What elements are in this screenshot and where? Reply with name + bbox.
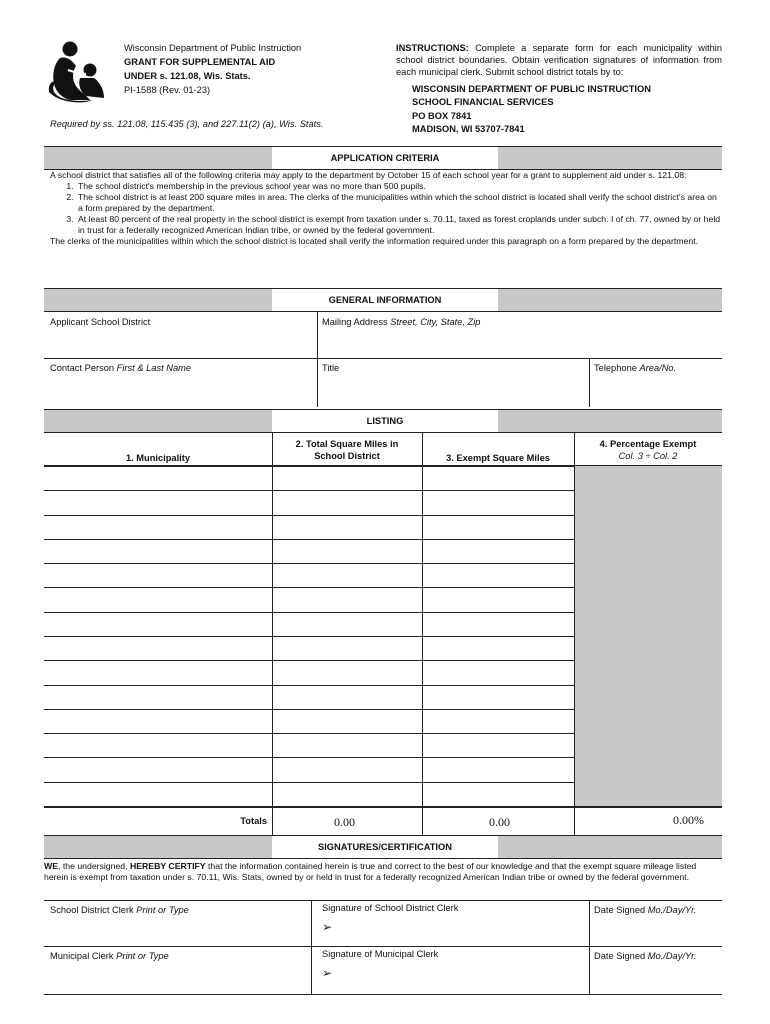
criteria-item: 3. At least 80 percent of the real property in the school district is exempt from taxation under s. 70.11, taxed as forest croplands under subch. I of ch. 77, owned by or held in trust for a federally recognized American Indian tribe, or owned by the federal government.	[76, 214, 722, 236]
contact-person-field[interactable]: Contact Person First & Last Name	[50, 363, 192, 373]
school-clerk-date-field[interactable]: Date Signed Mo./Day/Yr.	[594, 905, 697, 915]
listing-cell[interactable]	[272, 709, 422, 733]
municipal-clerk-name-field[interactable]: Municipal Clerk Print or Type	[50, 951, 169, 961]
total-percentage-exempt[interactable]: 0.00%	[673, 813, 704, 827]
mailing-address-field[interactable]: Mailing Address Street, City, State, Zip	[322, 317, 481, 327]
listing-cell[interactable]	[44, 587, 272, 611]
listing-cell[interactable]	[422, 685, 574, 709]
listing-cell[interactable]	[272, 636, 422, 660]
mailing-address-block	[412, 83, 651, 136]
school-district-clerk-signature-field[interactable]: Signature of School District Clerk ➢	[322, 903, 584, 943]
address-line: WISCONSIN DEPARTMENT OF PUBLIC INSTRUCTION	[412, 84, 651, 94]
address-line: SCHOOL FINANCIAL SERVICES	[412, 97, 554, 108]
listing-cell[interactable]	[422, 733, 574, 757]
criteria-item: 1. The school district's membership in the previous school year was no more than 500 pupils.	[76, 181, 722, 192]
general-information-header	[44, 288, 722, 312]
title-field[interactable]: Title	[322, 363, 340, 373]
form-title: GRANT FOR SUPPLEMENTAL AID	[124, 57, 276, 67]
totals-label: Totals	[240, 816, 267, 826]
criteria-closing: The clerks of the municipalities within which the school district is located shall verify the information required under this paragraph on a form prepared by the department.	[50, 236, 699, 246]
listing-cell[interactable]	[272, 490, 422, 514]
listing-cell[interactable]	[422, 636, 574, 660]
listing-cell[interactable]	[44, 636, 272, 660]
listing-cell[interactable]	[272, 563, 422, 587]
listing-cell[interactable]	[272, 782, 422, 806]
listing-cell[interactable]	[272, 612, 422, 636]
listing-header	[44, 409, 722, 433]
section-heading: LISTING	[272, 410, 498, 432]
arrow-icon: ➢	[322, 966, 333, 980]
listing-cell[interactable]	[422, 515, 574, 539]
col-percentage-header: 4. Percentage Exempt Col. 3 ÷ Col. 2	[599, 439, 697, 461]
total-square-miles[interactable]: 0.00	[334, 815, 355, 829]
listing-cell[interactable]	[44, 685, 272, 709]
listing-cell[interactable]	[272, 685, 422, 709]
listing-cell[interactable]	[44, 563, 272, 587]
criteria-intro: A school district that satisfies all of the following criteria may apply to the department by October 15 of each school year for a grant to supplement aid under s. 121.08:	[50, 170, 687, 180]
col-municipality-header: 1. Municipality	[125, 453, 191, 463]
listing-cell[interactable]	[422, 782, 574, 806]
listing-cell[interactable]	[422, 757, 574, 781]
form-number: PI-1588 (Rev. 01-23)	[124, 85, 211, 95]
listing-cell[interactable]	[272, 757, 422, 781]
listing-cell[interactable]	[272, 539, 422, 563]
signatures-header	[44, 835, 722, 859]
listing-cell[interactable]	[44, 709, 272, 733]
municipal-clerk-date-field[interactable]: Date Signed Mo./Day/Yr.	[594, 951, 697, 961]
arrow-icon: ➢	[322, 920, 333, 934]
listing-cell[interactable]	[272, 660, 422, 684]
telephone-field[interactable]: Telephone Area/No.	[594, 363, 677, 373]
listing-cell[interactable]	[44, 539, 272, 563]
listing-cell[interactable]	[272, 466, 422, 490]
total-exempt-square-miles[interactable]: 0.00	[489, 815, 510, 829]
school-district-clerk-name-field[interactable]: School District Clerk Print or Type	[50, 905, 189, 915]
listing-cell[interactable]	[44, 490, 272, 514]
agency-name: Wisconsin Department of Public Instruction	[124, 43, 302, 53]
listing-cell[interactable]	[422, 490, 574, 514]
instructions-text: INSTRUCTIONS: Complete a separate form for each municipality within school district boundaries. Obtain verification signatures of information from each municipal clerk. Submit school district totals by to:	[396, 43, 722, 77]
listing-cell[interactable]	[422, 587, 574, 611]
col-percentage-shaded-cells	[574, 466, 722, 806]
col-exempt-sq-miles-header: 3. Exempt Square Miles	[446, 453, 550, 463]
listing-cell[interactable]	[44, 757, 272, 781]
application-criteria-header	[44, 146, 722, 170]
listing-cell[interactable]	[44, 515, 272, 539]
listing-cell[interactable]	[422, 660, 574, 684]
listing-cell[interactable]	[272, 587, 422, 611]
col-total-sq-miles-header: 2. Total Square Miles in School District	[295, 439, 399, 461]
listing-cell[interactable]	[272, 733, 422, 757]
parent-child-logo-icon	[46, 40, 112, 104]
section-heading: APPLICATION CRITERIA	[272, 147, 498, 169]
criteria-item: 2. The school district is at least 200 square miles in area. The clerks of the municipalities within which the school district is located shall verify the school district's area on a form prepared by the department.	[76, 192, 722, 214]
listing-cell[interactable]	[422, 539, 574, 563]
section-heading: SIGNATURES/CERTIFICATION	[272, 836, 498, 858]
listing-cell[interactable]	[422, 466, 574, 490]
required-by-note: Required by ss. 121.08, 115.435 (3), and 227.11(2) (a), Wis. Stats.	[50, 119, 324, 129]
listing-cell[interactable]	[44, 660, 272, 684]
listing-cell[interactable]	[44, 782, 272, 806]
instructions-label: INSTRUCTIONS:	[396, 43, 469, 53]
criteria-text	[50, 170, 722, 247]
form-statute: UNDER s. 121.08, Wis. Stats.	[124, 71, 251, 81]
certification-text: WE, the undersigned, HEREBY CERTIFY that the information contained herein is true and correct to the best of our knowledge and that the exempt square mileage listed herein is exempt from taxation under s. 70.11, Wis. Stats, owned by or held in trust for a federally recognized American Indian tribe or owned by the federal government.	[44, 861, 697, 882]
listing-cell[interactable]	[422, 612, 574, 636]
listing-cell[interactable]	[44, 612, 272, 636]
address-line: MADISON, WI 53707-7841	[412, 123, 525, 134]
municipal-clerk-signature-field[interactable]: Signature of Municipal Clerk ➢	[322, 949, 584, 991]
listing-cell[interactable]	[44, 466, 272, 490]
listing-cell[interactable]	[44, 733, 272, 757]
applicant-school-district-field[interactable]: Applicant School District	[50, 317, 151, 327]
listing-cell[interactable]	[272, 515, 422, 539]
address-line: PO BOX 7841	[412, 110, 472, 121]
section-heading: GENERAL INFORMATION	[272, 289, 498, 311]
listing-cell[interactable]	[422, 563, 574, 587]
listing-cell[interactable]	[422, 709, 574, 733]
